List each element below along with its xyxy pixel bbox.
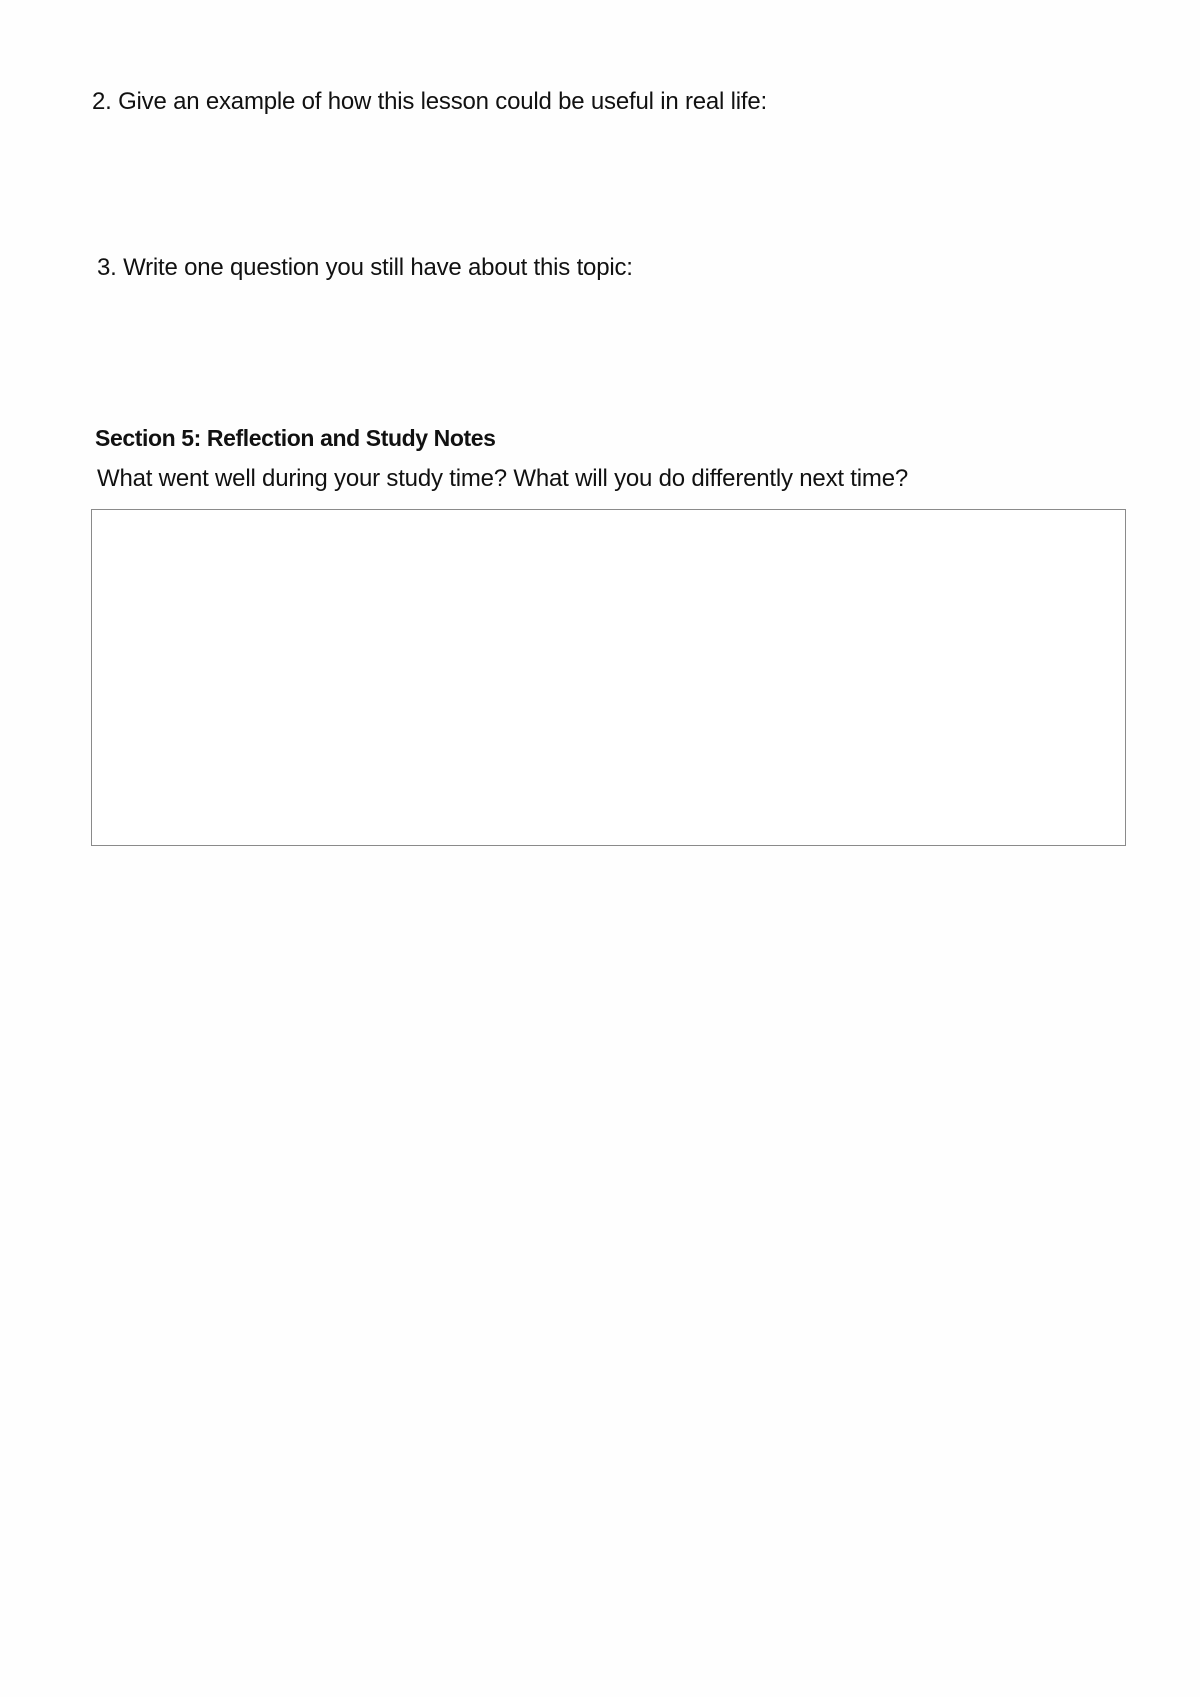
section-5-heading: Section 5: Reflection and Study Notes <box>95 425 496 451</box>
reflection-answer-box[interactable] <box>91 509 1126 846</box>
question-2-text: 2. Give an example of how this lesson could be useful in real life: <box>92 88 767 115</box>
section-5-prompt: What went well during your study time? What will you do differently next time? <box>97 465 908 492</box>
reflection-answer-input[interactable] <box>92 510 1125 845</box>
question-3-text: 3. Write one question you still have about this topic: <box>97 254 633 281</box>
